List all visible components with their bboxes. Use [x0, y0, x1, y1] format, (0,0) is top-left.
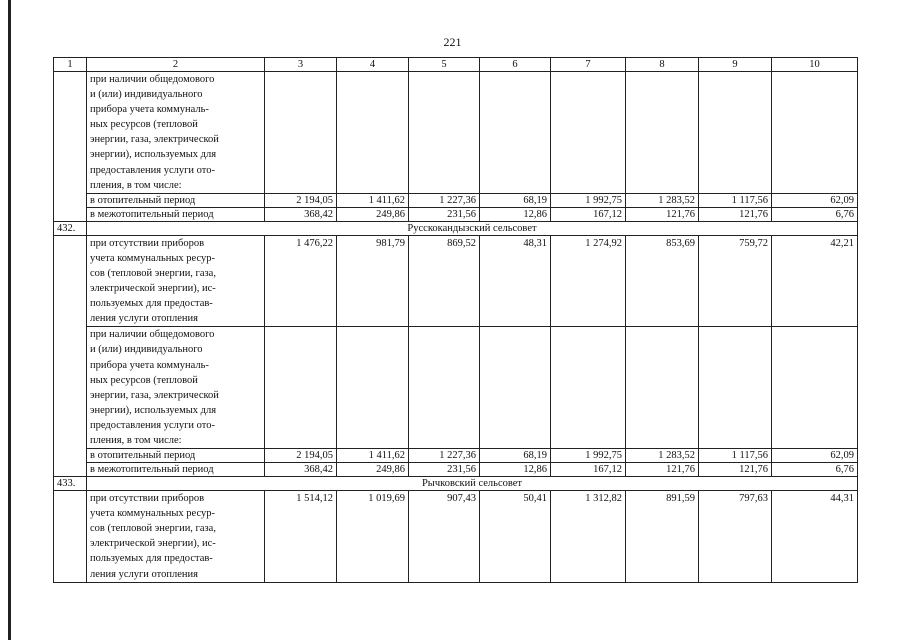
value-cell: 62,09: [772, 449, 858, 463]
table-row: [54, 327, 858, 449]
table-row: [54, 449, 858, 463]
value-cell: 1 992,75: [551, 193, 626, 207]
empty-cell: [409, 72, 480, 194]
value-cell: 1 312,82: [551, 491, 626, 583]
value-cell: 1 227,36: [409, 449, 480, 463]
value-cell: 1 411,62: [337, 193, 409, 207]
column-header: 9: [699, 58, 772, 72]
table-row: [54, 491, 858, 583]
value-cell: 1 227,36: [409, 193, 480, 207]
value-cell: 907,43: [409, 491, 480, 583]
table-row: [54, 72, 858, 194]
left-margin-rule: [8, 0, 11, 640]
value-cell: 6,76: [772, 463, 858, 477]
row-label: в отопительный период: [87, 449, 265, 463]
value-cell: 853,69: [626, 235, 699, 327]
value-cell: 1 992,75: [551, 449, 626, 463]
empty-cell: [480, 327, 551, 449]
table-row: [54, 207, 858, 221]
value-cell: 1 476,22: [265, 235, 337, 327]
row-label: в отопительный период: [87, 193, 265, 207]
table-row: [54, 463, 858, 477]
column-header: 5: [409, 58, 480, 72]
value-cell: 6,76: [772, 207, 858, 221]
page-number: 221: [443, 35, 462, 49]
empty-cell: [337, 327, 409, 449]
value-cell: 891,59: [626, 491, 699, 583]
value-cell: 48,31: [480, 235, 551, 327]
value-cell: 50,41: [480, 491, 551, 583]
value-cell: 1 274,92: [551, 235, 626, 327]
column-header: 6: [480, 58, 551, 72]
value-cell: 981,79: [337, 235, 409, 327]
value-cell: 1 117,56: [699, 193, 772, 207]
empty-cell: [480, 72, 551, 194]
column-header: 7: [551, 58, 626, 72]
empty-cell: [409, 327, 480, 449]
value-cell: 368,42: [265, 207, 337, 221]
section-number: 432.: [54, 221, 87, 235]
value-cell: 1 019,69: [337, 491, 409, 583]
tariff-table: [53, 57, 858, 583]
table-row: [54, 193, 858, 207]
value-cell: 42,21: [772, 235, 858, 327]
section-header-row: [54, 477, 858, 491]
value-cell: 167,12: [551, 207, 626, 221]
empty-cell: [699, 327, 772, 449]
value-cell: 62,09: [772, 193, 858, 207]
value-cell: 121,76: [626, 207, 699, 221]
value-cell: 797,63: [699, 491, 772, 583]
section-title: Рычковский сельсовет: [87, 477, 858, 491]
value-cell: 1 283,52: [626, 193, 699, 207]
empty-cell: [551, 327, 626, 449]
header-row: [54, 58, 858, 72]
value-cell: 1 514,12: [265, 491, 337, 583]
row-description: при отсутствии приборов учета коммунальных ресур- сов (тепловой энергии, газа, электрической энергии), ис- пользуемых для предостав- ления услуги отопления: [87, 491, 265, 583]
value-cell: 249,86: [337, 207, 409, 221]
empty-cell: [626, 327, 699, 449]
empty-cell: [772, 327, 858, 449]
value-cell: 368,42: [265, 463, 337, 477]
value-cell: 12,86: [480, 207, 551, 221]
row-description: при наличии общедомового и (или) индивидуального прибора учета коммуналь- ных ресурсов (тепловой энергии, газа, электрической энергии), используемых для предоставления услуги ото- пления, в том числе:: [87, 327, 265, 449]
table-row: [54, 235, 858, 327]
row-description: при отсутствии приборов учета коммунальных ресур- сов (тепловой энергии, газа, электрической энергии), ис- пользуемых для предостав- ления услуги отопления: [87, 235, 265, 327]
empty-cell: [337, 72, 409, 194]
value-cell: 869,52: [409, 235, 480, 327]
value-cell: 44,31: [772, 491, 858, 583]
row-label: в межотопительный период: [87, 463, 265, 477]
row-number-cell: [54, 235, 87, 476]
column-header: 10: [772, 58, 858, 72]
empty-cell: [551, 72, 626, 194]
column-header: 1: [54, 58, 87, 72]
column-header: 2: [87, 58, 265, 72]
section-title: Русскокандызский сельсовет: [87, 221, 858, 235]
empty-cell: [772, 72, 858, 194]
value-cell: 121,76: [626, 463, 699, 477]
value-cell: 759,72: [699, 235, 772, 327]
empty-cell: [265, 327, 337, 449]
value-cell: 68,19: [480, 193, 551, 207]
value-cell: 121,76: [699, 207, 772, 221]
empty-cell: [626, 72, 699, 194]
value-cell: 231,56: [409, 207, 480, 221]
value-cell: 167,12: [551, 463, 626, 477]
section-header-row: [54, 221, 858, 235]
column-header: 8: [626, 58, 699, 72]
empty-cell: [699, 72, 772, 194]
empty-cell: [265, 72, 337, 194]
value-cell: 68,19: [480, 449, 551, 463]
row-label: в межотопительный период: [87, 207, 265, 221]
row-number-cell: [54, 72, 87, 222]
row-number-cell: [54, 491, 87, 583]
value-cell: 2 194,05: [265, 193, 337, 207]
value-cell: 1 411,62: [337, 449, 409, 463]
value-cell: 12,86: [480, 463, 551, 477]
section-number: 433.: [54, 477, 87, 491]
column-header: 3: [265, 58, 337, 72]
value-cell: 121,76: [699, 463, 772, 477]
value-cell: 231,56: [409, 463, 480, 477]
value-cell: 1 117,56: [699, 449, 772, 463]
row-description: при наличии общедомового и (или) индивидуального прибора учета коммуналь- ных ресурсов (тепловой энергии, газа, электрической энергии), используемых для предоставления услуги ото- пления, в том числе:: [87, 72, 265, 194]
value-cell: 1 283,52: [626, 449, 699, 463]
column-header: 4: [337, 58, 409, 72]
value-cell: 249,86: [337, 463, 409, 477]
value-cell: 2 194,05: [265, 449, 337, 463]
